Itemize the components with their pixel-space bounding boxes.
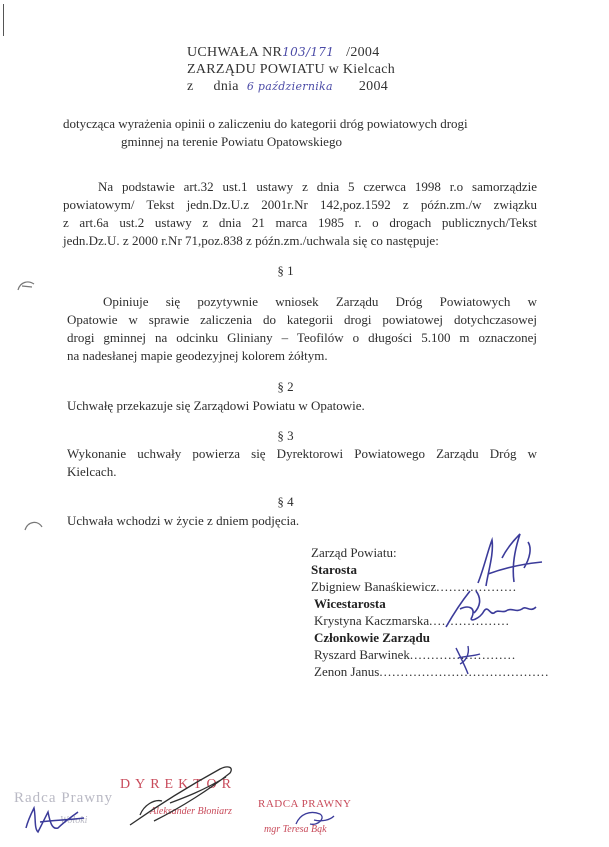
section-1-mark: § 1 [277,263,294,278]
role-members: Członkowie Zarządu [314,630,430,645]
section-1-line: drogi gminnej na odcinku Gliniany – Teofilów o długości 5.100 m oznaczonej [67,330,537,345]
member-name: Ryszard Barwinek [314,647,410,662]
signature-wicestarosta [436,583,546,633]
signature-dots: ................... [436,579,518,594]
preamble [63,178,537,250]
section-4-mark: § 4 [277,494,294,509]
stamp-right-title: RADCA PRAWNY [258,798,352,810]
subject-line-1: dotycząca wyrażenia opinii o zaliczeniu do kategorii dróg powiatowych drogi [63,116,468,131]
handwritten-number: 103/171 [282,45,335,59]
role-starosta: Starosta [311,562,357,577]
stamp-right-name: mgr Teresa Bąk [264,824,327,835]
board-name-line: ZARZĄDU POWIATU w Kielcach [187,62,396,77]
member-name: Krystyna Kaczmarska [314,613,430,628]
date-prefix: z [187,79,194,94]
date-word: dnia [213,79,239,94]
stamp-director-title: DYREKTOR [120,777,236,792]
resolution-prefix: UCHWAŁA NR [187,45,283,60]
subject-line-2: gminnej na terenie Powiatu Opatowskiego [121,134,342,149]
section-3-line: Kielcach. [67,464,117,479]
member-name: Zenon Janus [314,664,380,679]
signature-dots: ........................................ [379,664,550,679]
preamble-line: powiatowym/ Tekst jedn.Dz.U.z 2001r.Nr 142,poz.1592 z późn.zm./w związku [63,197,537,212]
date-line [187,79,388,95]
stamp-director-name: Aleksander Błoniarz [150,806,232,817]
section-1-line: Opiniuje się pozytywnie wniosek Zarządu Dróg Powiatowych w [103,294,537,309]
section-1-text [67,293,537,365]
section-3-text [67,445,537,481]
section-2-line: Uchwałę przekazuje się Zarządowi Powiatu w Opatowie. [67,398,365,413]
signature-member [448,638,488,678]
margin-pencil-mark [14,278,40,294]
margin-pencil-mark [22,518,46,532]
role-wicestarosta: Wicestarosta [314,596,386,611]
section-3-line: Wykonanie uchwały powierza się Dyrektorowi Powiatowego Zarządu Dróg w [67,446,537,461]
scan-edge-mark [3,4,4,36]
preamble-line: jedn.Dz.U. z 2000 r.Nr 71,poz.838 z późn.zm./uchwala się co następuje: [63,233,439,248]
handwritten-date: 6 października [246,80,333,93]
stamp-left-title: Radca Prawny [14,790,114,806]
section-3-mark: § 3 [277,428,294,443]
preamble-line: z art.6a ust.2 ustawy z dnia 21 marca 1985 r. o drogach publicznych/Tekst [63,215,537,230]
member-name: Zbigniew Banaśkiewicz [311,579,437,594]
section-1-line: Opatowie w sprawie zaliczenia do kategorii drogi powiatowej dotychczasowej [67,312,537,327]
stamp-left-name: Wołoki [60,815,88,826]
board-heading: Zarząd Powiatu: [311,545,397,560]
date-year: 2004 [358,79,389,94]
signature-line-member [314,663,549,681]
resolution-number-line [187,45,380,61]
resolution-suffix: /2004 [346,45,380,60]
signature-dots: ......................... [409,647,517,662]
signature-right-advisor [290,806,340,832]
signature-dots: ................... [429,613,510,628]
signature-legal-advisor [18,798,98,838]
section-1-line: na nadesłanej mapie geodezyjnej kolorem żółtym. [67,348,328,363]
signature-director [110,755,250,835]
preamble-line: Na podstawie art.32 ust.1 ustawy z dnia 5 czerwca 1998 r.o samorządzie [98,179,537,194]
section-2-mark: § 2 [277,379,294,394]
section-4-line: Uchwała wchodzi w życie z dniem podjęcia. [67,513,300,528]
